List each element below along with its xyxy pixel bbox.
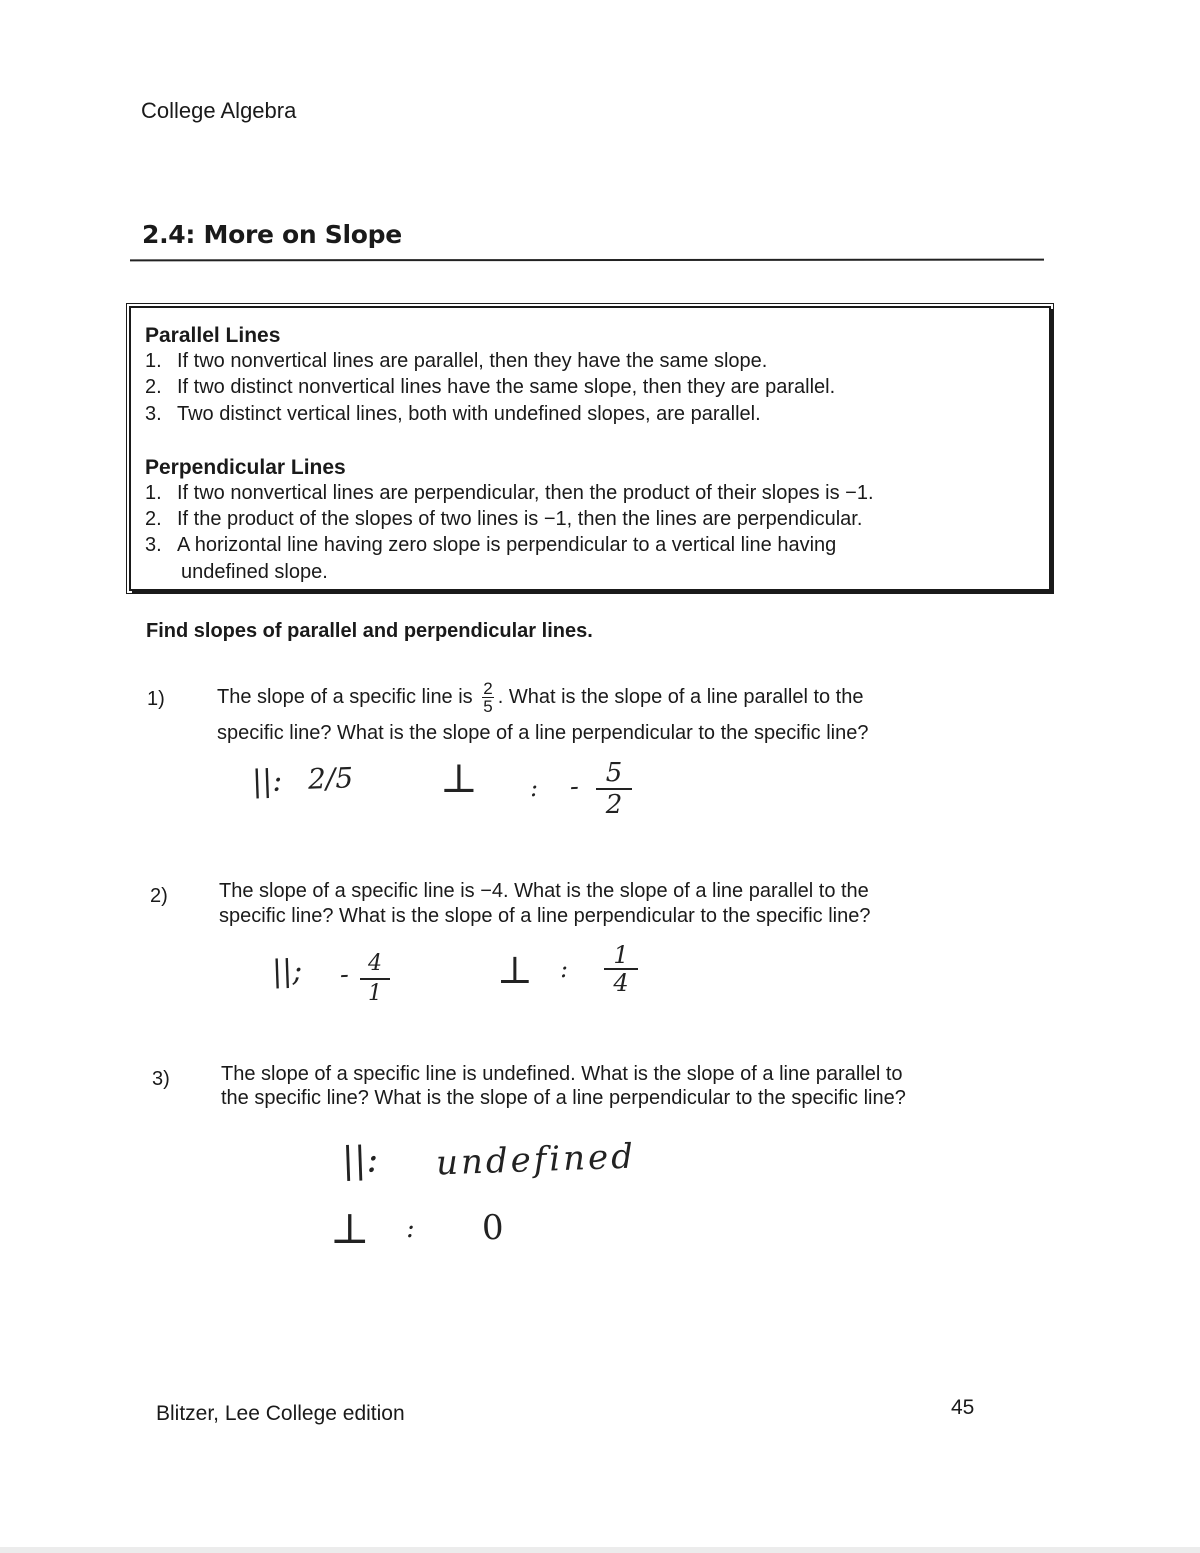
page-number: 45 (951, 1396, 975, 1419)
rule-text: If the product of the slopes of two lines is −1, then the lines are perpendicular. (177, 508, 863, 530)
list-number: 1. (145, 350, 162, 372)
course-title: College Algebra (141, 98, 297, 123)
handwritten-denominator: 1 (368, 981, 382, 1006)
problem-3-line-2: the specific line? What is the slope of a line perpendicular to the specific line? (221, 1087, 906, 1109)
perpendicular-rule-2 (145, 508, 862, 531)
handwritten-numerator: 1 (604, 942, 638, 970)
list-number: 2. (145, 376, 162, 398)
footer-source: Blitzer, Lee College edition (156, 1402, 405, 1425)
handwritten-denominator: 4 (613, 969, 629, 997)
problem-1-fraction (482, 680, 493, 715)
rule-text: Two distinct vertical lines, both with undefined slopes, are parallel. (177, 403, 761, 425)
problem-2-parallel-answer (360, 950, 390, 1008)
handwritten-denominator: 2 (605, 790, 623, 820)
problem-3-parallel-answer: undefined (435, 1136, 637, 1184)
parallel-rule-2 (145, 376, 835, 399)
problem-2-perpendicular-answer (604, 942, 638, 996)
problem-1-perpendicular-symbol: ⊥ (440, 756, 478, 802)
rule-text: If two nonvertical lines are parallel, then they have the same slope. (177, 350, 768, 372)
handwritten-numerator: 5 (596, 758, 632, 790)
problem-1-line-1 (217, 680, 863, 715)
section-title: 2.4: More on Slope (142, 220, 402, 249)
problem-2-parallel-symbol: ||; (271, 953, 303, 990)
problem-2-line-1: The slope of a specific line is −4. What is the slope of a line parallel to the (219, 880, 869, 902)
problem-1-line-2: specific line? What is the slope of a line perpendicular to the specific line? (217, 722, 869, 744)
problem-1-text-after: . What is the slope of a line parallel to the (497, 685, 864, 708)
problem-3-number: 3) (152, 1068, 170, 1090)
fraction-numerator: 2 (483, 679, 493, 698)
parallel-rule-1 (145, 350, 767, 373)
problem-3-perpendicular-colon: : (405, 1213, 416, 1245)
problem-2-perpendicular-symbol: ⊥ (497, 948, 533, 992)
rule-text: If two distinct nonvertical lines have the same slope, then they are parallel. (177, 376, 836, 398)
instructions: Find slopes of parallel and perpendicular lines. (146, 620, 593, 642)
list-number: 3. (145, 403, 162, 425)
problem-2-number: 2) (150, 885, 168, 907)
parallel-lines-heading: Parallel Lines (145, 324, 281, 347)
problem-2-parallel-sign: - (339, 959, 350, 991)
perpendicular-lines-heading: Perpendicular Lines (145, 456, 346, 479)
title-rule (130, 259, 1044, 262)
list-number: 2. (145, 508, 162, 530)
problem-1-number: 1) (147, 688, 165, 710)
problem-1-perpendicular-sign: - (569, 771, 580, 803)
parallel-rule-3 (145, 403, 761, 426)
problem-3-perpendicular-symbol: ⊥ (330, 1204, 370, 1253)
perpendicular-rule-1 (145, 482, 874, 505)
list-number: 3. (145, 534, 162, 556)
problem-1-perpendicular-colon: : (529, 773, 539, 803)
scan-bottom-edge (0, 1547, 1200, 1553)
handwritten-numerator: 4 (360, 950, 390, 980)
problem-1-parallel-answer: 2/5 (307, 761, 354, 796)
problem-2-perpendicular-colon: : (559, 954, 569, 984)
problem-1-parallel-symbol: ||: (251, 763, 283, 800)
fraction-denominator: 5 (483, 697, 493, 716)
perpendicular-rule-3-continuation: undefined slope. (181, 561, 328, 583)
problem-2-line-2: specific line? What is the slope of a line perpendicular to the specific line? (219, 905, 871, 927)
problem-3-line-1: The slope of a specific line is undefined. What is the slope of a line parallel to (221, 1063, 903, 1085)
problem-3-parallel-symbol: ||: (341, 1139, 380, 1182)
problem-3-perpendicular-answer: 0 (481, 1207, 505, 1249)
problem-1-perpendicular-answer (596, 758, 632, 820)
definitions-box (129, 306, 1051, 591)
problem-1-text-before: The slope of a specific line is (217, 685, 473, 708)
rule-text: If two nonvertical lines are perpendicular, then the product of their slopes is −1. (177, 482, 874, 504)
perpendicular-rule-3 (145, 534, 836, 557)
list-number: 1. (145, 482, 162, 504)
rule-text: A horizontal line having zero slope is perpendicular to a vertical line having (177, 534, 837, 556)
